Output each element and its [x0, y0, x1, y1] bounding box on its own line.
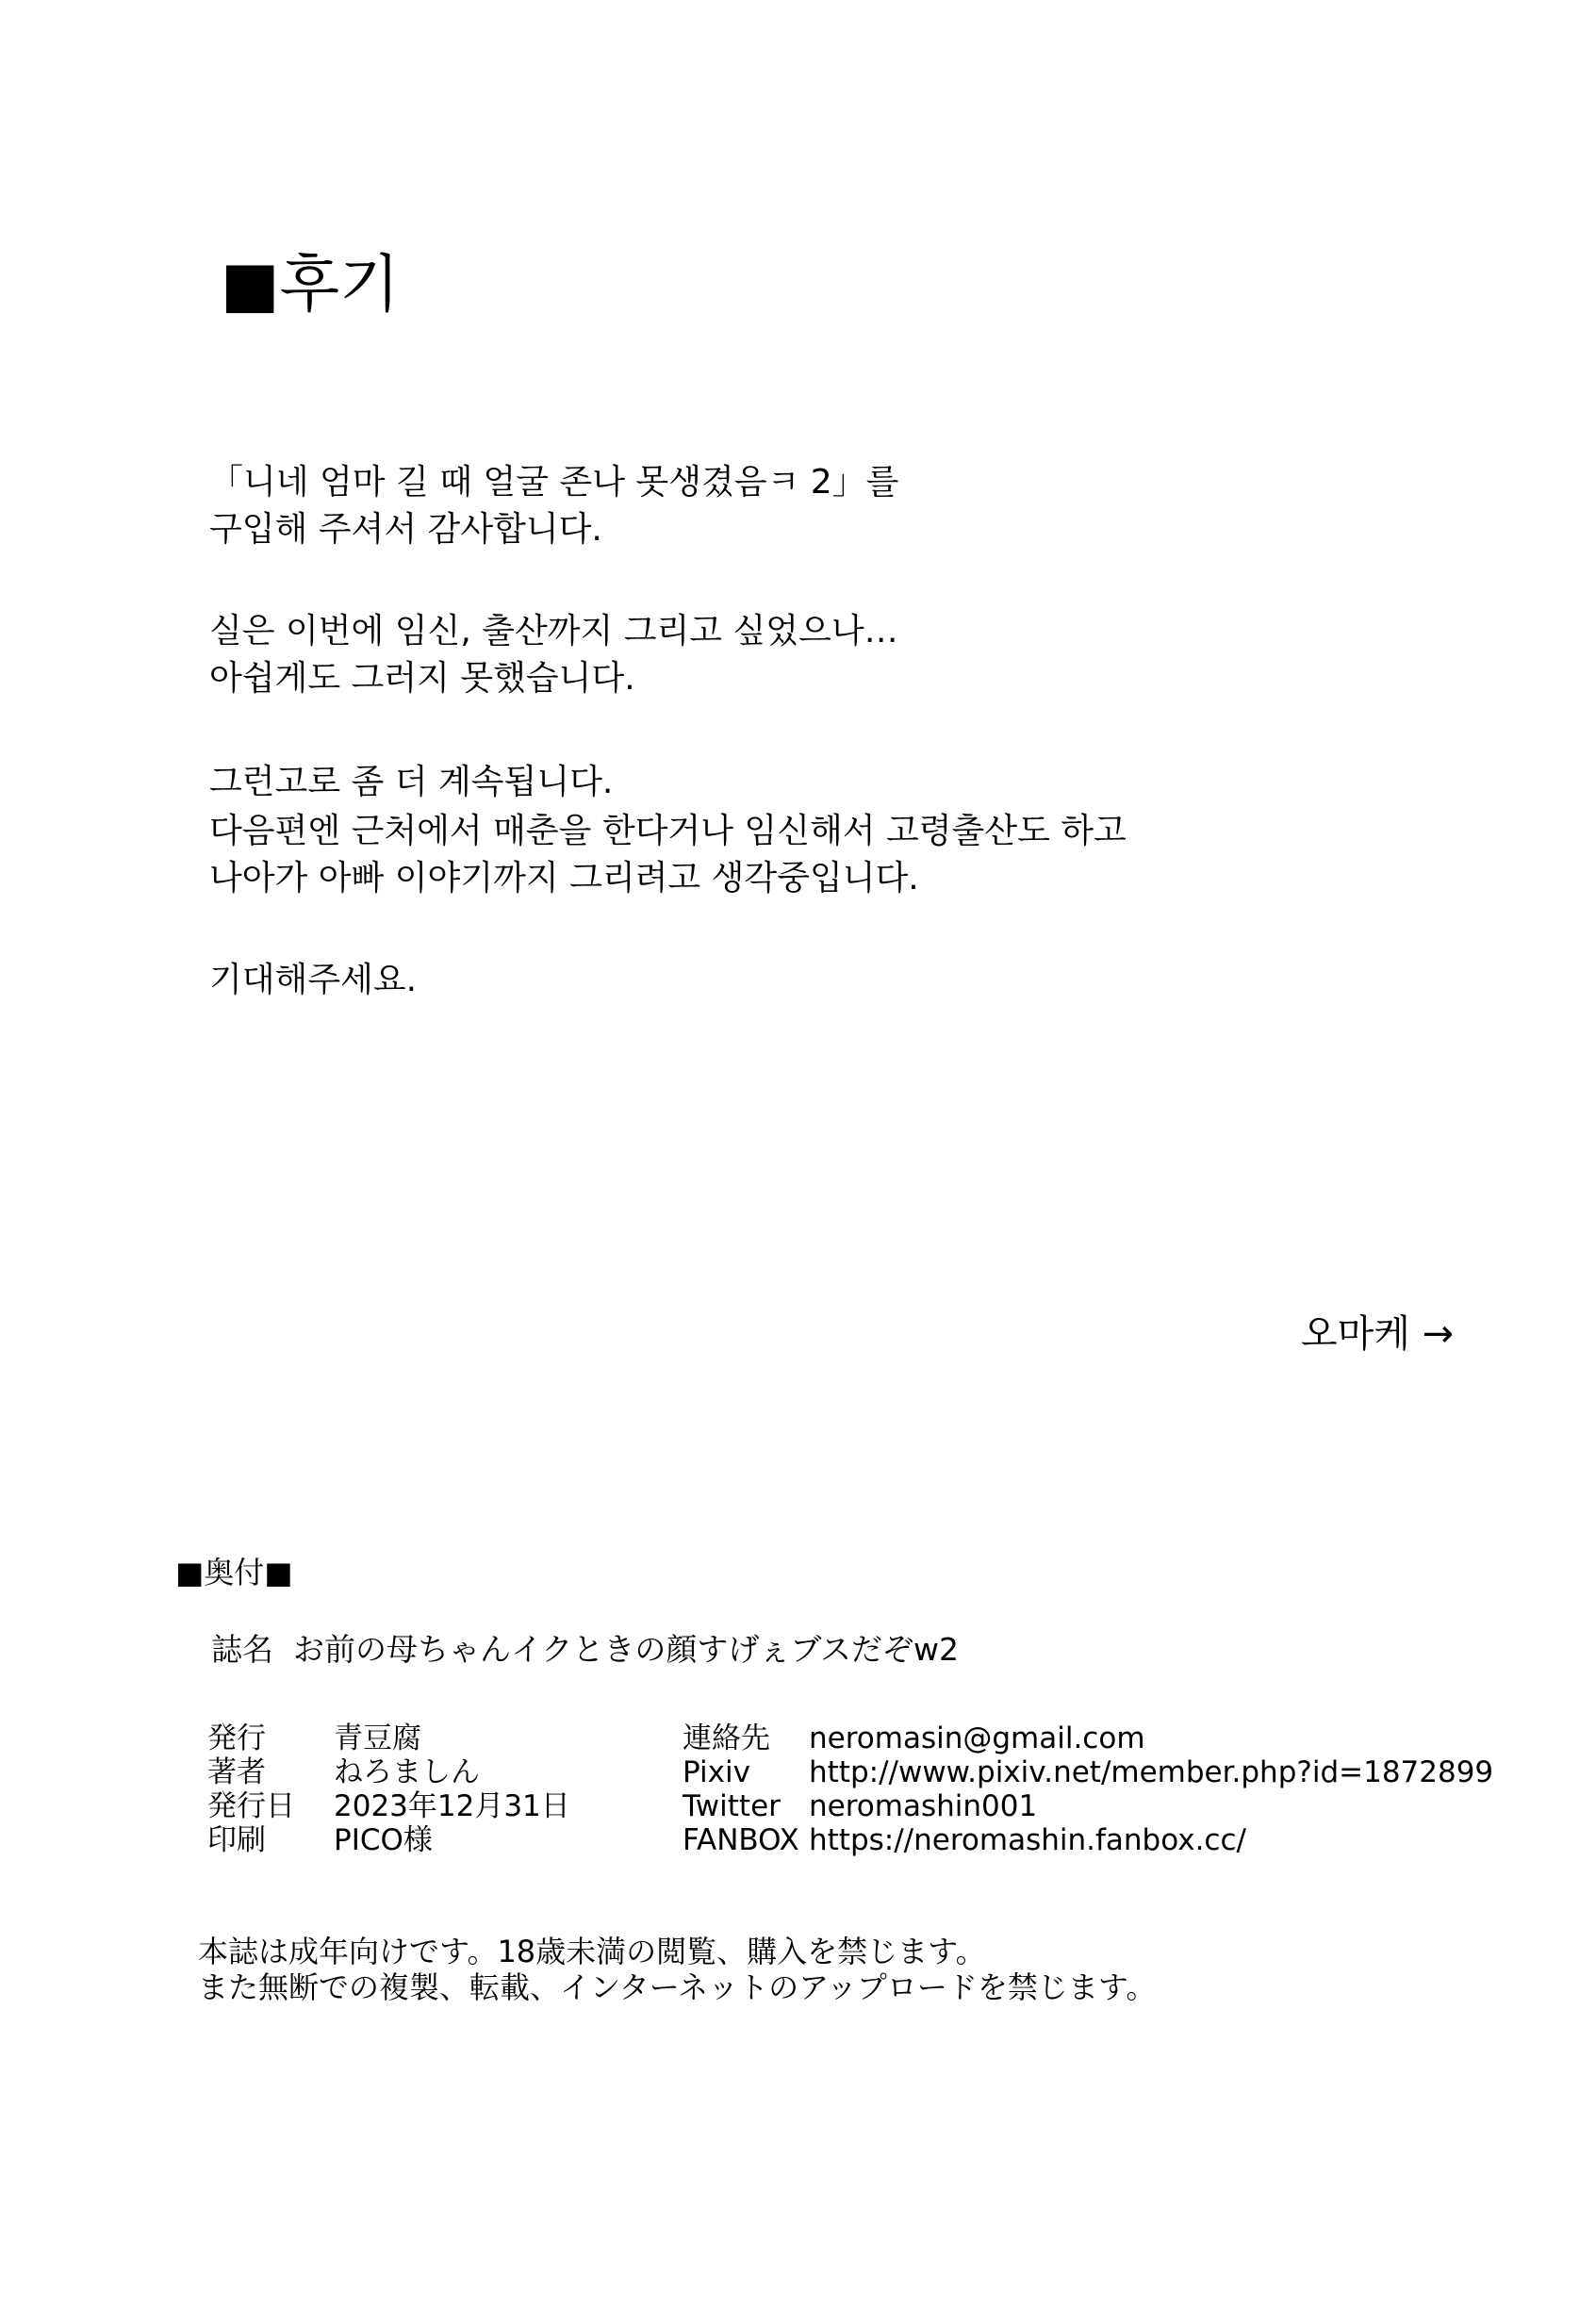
- printer-value: PICO様: [334, 1823, 433, 1857]
- afterword-line: 구입해 주셔서 감사합니다.: [209, 510, 602, 549]
- omake-link: 오마케 →: [1301, 1312, 1455, 1356]
- afterword-line: 나아가 아빠 이야기까지 그리려고 생각중입니다.: [209, 859, 919, 898]
- magazine-label: 誌名: [211, 1631, 273, 1668]
- author-value: ねろましん: [334, 1755, 480, 1789]
- notice-line: 本誌は成年向けです。18歳未満の閲覧、購入を禁じます。: [198, 1934, 986, 1969]
- publish-date-value: 2023年12月31日: [334, 1789, 570, 1823]
- notice-line: また無断での複製、転載、インターネットのアップロードを禁じます。: [198, 1969, 1157, 2005]
- twitter-label: Twitter: [683, 1789, 781, 1823]
- afterword-line: 실은 이번에 임신, 출산까지 그리고 싶었으나…: [209, 612, 898, 651]
- twitter-handle: neromashin001: [809, 1789, 1038, 1823]
- afterword-line: 그런고로 좀 더 계속됩니다.: [209, 763, 614, 801]
- afterword-line: 「니네 엄마 길 때 얼굴 존나 못생겼음ㅋ 2」를: [209, 463, 899, 502]
- afterword-line: 기대해주세요.: [209, 961, 418, 999]
- colophon-heading: ■奥付■: [175, 1555, 293, 1590]
- pixiv-label: Pixiv: [683, 1755, 750, 1789]
- contact-label: 連絡先: [683, 1721, 770, 1755]
- publisher-value: 青豆腐: [334, 1721, 421, 1755]
- contact-value: neromasin@gmail.com: [809, 1721, 1145, 1755]
- fanbox-url: https://neromashin.fanbox.cc/: [809, 1823, 1246, 1857]
- afterword-line: 다음편엔 근처에서 매춘을 한다거나 임신해서 고령출산도 하고: [209, 812, 1127, 850]
- fanbox-label: FANBOX: [683, 1823, 799, 1857]
- publisher-label: 発行: [207, 1721, 266, 1755]
- printer-label: 印刷: [207, 1823, 266, 1857]
- publish-date-label: 発行日: [207, 1789, 295, 1823]
- author-label: 著者: [207, 1755, 266, 1789]
- magazine-title: お前の母ちゃんイクときの顔すげぇブスだぞw2: [292, 1631, 959, 1668]
- afterword-title: ■후기: [221, 248, 400, 321]
- pixiv-url: http://www.pixiv.net/member.php?id=1872899: [809, 1755, 1494, 1789]
- afterword-line: 아쉽게도 그러지 못했습니다.: [209, 659, 635, 698]
- magazine-row: [211, 1631, 959, 1669]
